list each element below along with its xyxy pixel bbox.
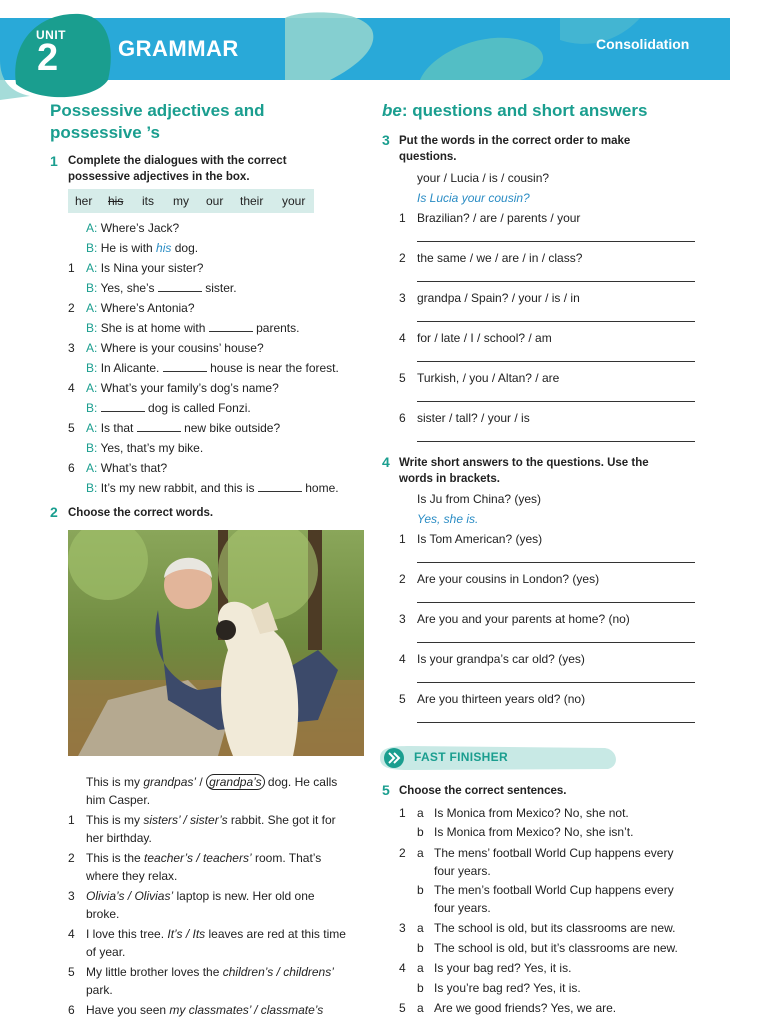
exercise-5-instruction: Choose the correct sentences. bbox=[399, 785, 567, 797]
answer-line[interactable] bbox=[417, 562, 695, 563]
sentence-option[interactable]: Is your bag red? Yes, it is. bbox=[434, 961, 572, 975]
word-box-item: our bbox=[206, 194, 224, 208]
dialogue-line: A: Is Nina your sister? bbox=[86, 261, 204, 275]
option-letter: a bbox=[417, 961, 424, 975]
item-number: 4 bbox=[399, 961, 406, 975]
sentence-option[interactable]: Is you’re bag red? Yes, it is. bbox=[434, 981, 581, 995]
exercise-3-example-answer: Is Lucia your cousin? bbox=[417, 191, 530, 205]
choice-sentence: Olivia’s / Olivias’ laptop is new. Her old one bbox=[86, 889, 315, 903]
option-letter: a bbox=[417, 806, 424, 820]
exercise-1-number: 1 bbox=[50, 153, 58, 169]
item-number: 1 bbox=[399, 211, 406, 225]
answer-line[interactable] bbox=[417, 441, 695, 442]
sentence-option[interactable]: Are we good friends? Yes, we are. bbox=[434, 1001, 617, 1015]
unit-label: UNIT bbox=[36, 28, 66, 42]
answer-line[interactable] bbox=[417, 321, 695, 322]
dialogue-line: B: It’s my new rabbit, and this is home. bbox=[86, 481, 339, 495]
answer-blank[interactable] bbox=[158, 281, 202, 292]
item-number: 1 bbox=[68, 813, 75, 827]
dialogue-line: A: Where’s Antonia? bbox=[86, 301, 195, 315]
item-number: 4 bbox=[68, 927, 75, 941]
option-letter: b bbox=[417, 941, 424, 955]
dialogue-line: B: Yes, that’s my bike. bbox=[86, 441, 204, 455]
option-letter: b bbox=[417, 883, 424, 897]
dialogue-line: A: Is that new bike outside? bbox=[86, 421, 281, 435]
item-number: 2 bbox=[399, 846, 406, 860]
dialogue-line: A: What’s your family’s dog’s name? bbox=[86, 381, 279, 395]
exercise-3-number: 3 bbox=[382, 132, 390, 148]
answer-blank[interactable] bbox=[137, 421, 181, 432]
answer-line[interactable] bbox=[417, 401, 695, 402]
exercise-5-number: 5 bbox=[382, 782, 390, 798]
sentence-option[interactable]: The men’s football World Cup happens every bbox=[434, 883, 674, 897]
exercise-2-example: This is my grandpas’ / grandpa’s dog. He calls bbox=[86, 775, 338, 789]
word-box-item: my bbox=[173, 194, 189, 208]
item-number: 2 bbox=[68, 851, 75, 865]
sentence-option[interactable]: The school is old, but its classrooms are new. bbox=[434, 921, 676, 935]
word-box-item: his bbox=[108, 194, 124, 208]
sentence-option[interactable]: The mens’ football World Cup happens every bbox=[434, 846, 674, 860]
sentence-option[interactable]: Is Monica from Mexico? No, she not. bbox=[434, 806, 629, 820]
item-number: 5 bbox=[68, 421, 75, 435]
sentence-option-cont: four years. bbox=[434, 864, 491, 878]
answer-line[interactable] bbox=[417, 361, 695, 362]
scrambled-question: the same / we / are / in / class? bbox=[417, 251, 583, 265]
word-box-item: her bbox=[75, 194, 93, 208]
item-number: 4 bbox=[68, 381, 75, 395]
answer-blank[interactable] bbox=[209, 321, 253, 332]
item-number: 4 bbox=[399, 652, 406, 666]
word-box-item: their bbox=[240, 194, 264, 208]
choice-sentence: This is the teacher’s / teachers’ room. That’s bbox=[86, 851, 322, 865]
item-number: 3 bbox=[399, 612, 406, 626]
item-number: 6 bbox=[68, 1003, 75, 1017]
exercise-2-example: him Casper. bbox=[86, 793, 151, 807]
question: Are your cousins in London? (yes) bbox=[417, 572, 600, 586]
exercise-4-example-answer: Yes, she is. bbox=[417, 512, 479, 526]
item-number: 1 bbox=[399, 806, 406, 820]
choice-sentence: My little brother loves the children’s / childrens’ bbox=[86, 965, 334, 979]
item-number: 5 bbox=[68, 965, 75, 979]
dialogue-line: A: Where is your cousins’ house? bbox=[86, 341, 264, 355]
photo-man-with-dog bbox=[68, 530, 364, 756]
page-title: GRAMMAR bbox=[118, 36, 239, 61]
item-number: 6 bbox=[399, 411, 406, 425]
dialogue-line: B: In Alicante. house is near the forest. bbox=[86, 361, 339, 375]
question: Are you and your parents at home? (no) bbox=[417, 612, 630, 626]
option-letter: a bbox=[417, 846, 424, 860]
word-choice[interactable]: teacher’s / teachers’ bbox=[144, 851, 252, 865]
dialogue-line: B: dog is called Fonzi. bbox=[86, 401, 251, 415]
scrambled-question: grandpa / Spain? / your / is / in bbox=[417, 291, 580, 305]
option-letter: a bbox=[417, 1001, 424, 1015]
scrambled-question: for / late / I / school? / am bbox=[417, 331, 552, 345]
option-letter: b bbox=[417, 981, 424, 995]
dialogue-line: B: She is at home with parents. bbox=[86, 321, 300, 335]
answer-line[interactable] bbox=[417, 602, 695, 603]
answer-blank[interactable] bbox=[163, 361, 207, 372]
item-number: 2 bbox=[68, 301, 75, 315]
scrambled-question: Brazilian? / are / parents / your bbox=[417, 211, 581, 225]
item-number: 1 bbox=[399, 532, 406, 546]
choice-sentence: park. bbox=[86, 983, 113, 997]
fast-finisher-label: FAST FINISHER bbox=[414, 750, 508, 764]
exercise-2-instruction: Choose the correct words. bbox=[68, 507, 214, 519]
dialogue-line: A: Where’s Jack? bbox=[86, 221, 180, 235]
answer-line[interactable] bbox=[417, 241, 695, 242]
item-number: 6 bbox=[68, 461, 75, 475]
unit-number: 2 bbox=[37, 37, 59, 79]
question: Is your grandpa’s car old? (yes) bbox=[417, 652, 585, 666]
choice-sentence: where they relax. bbox=[86, 869, 178, 883]
option-letter: b bbox=[417, 825, 424, 839]
answer-blank[interactable] bbox=[258, 481, 302, 492]
dialogue-line: B: Yes, she’s sister. bbox=[86, 281, 237, 295]
item-number: 5 bbox=[399, 371, 406, 385]
dialogue-line: B: He is with his dog. bbox=[86, 241, 199, 255]
sentence-option[interactable]: Is Monica from Mexico? No, she isn’t. bbox=[434, 825, 634, 839]
answer-line[interactable] bbox=[417, 642, 695, 643]
answer-line[interactable] bbox=[417, 722, 695, 723]
word-choice[interactable]: Olivia’s / Olivias’ bbox=[86, 889, 174, 903]
item-number: 5 bbox=[399, 692, 406, 706]
exercise-1-instruction: Complete the dialogues with the correct possessive adjectives in the box. bbox=[68, 155, 287, 183]
choice-sentence: her birthday. bbox=[86, 831, 152, 845]
item-number: 3 bbox=[399, 921, 406, 935]
dialogue-line: A: What’s that? bbox=[86, 461, 168, 475]
word-choice[interactable]: my classmates’ / classmate’s bbox=[169, 1003, 324, 1017]
item-number: 4 bbox=[399, 331, 406, 345]
sentence-option-cont: four years. bbox=[434, 901, 491, 915]
word-choice[interactable]: children’s / childrens’ bbox=[222, 965, 334, 979]
answer-line[interactable] bbox=[417, 682, 695, 683]
item-number: 2 bbox=[399, 572, 406, 586]
word-choice[interactable]: sisters’ / sister’s bbox=[143, 813, 228, 827]
question: Is Tom American? (yes) bbox=[417, 532, 543, 546]
item-number: 3 bbox=[68, 341, 75, 355]
choice-sentence: This is my sisters’ / sister’s rabbit. She got it for bbox=[86, 813, 336, 827]
exercise-3-instruction: Put the words in the correct order to make questions. bbox=[399, 135, 631, 163]
exercise-4-number: 4 bbox=[382, 454, 390, 470]
answer-blank[interactable] bbox=[101, 401, 145, 412]
question: Are you thirteen years old? (no) bbox=[417, 692, 586, 706]
item-number: 3 bbox=[68, 889, 75, 903]
choice-sentence: of year. bbox=[86, 945, 126, 959]
word-box-item: its bbox=[142, 194, 154, 208]
item-number: 2 bbox=[399, 251, 406, 265]
exercise-3-example-question: your / Lucia / is / cousin? bbox=[417, 171, 550, 185]
option-letter: a bbox=[417, 921, 424, 935]
section-title-possessive: Possessive adjectives and possessive ’s bbox=[50, 101, 265, 142]
exercise-2-number: 2 bbox=[50, 504, 58, 520]
word-box bbox=[68, 189, 314, 213]
item-number: 1 bbox=[68, 261, 75, 275]
exercise-4-example-question: Is Ju from China? (yes) bbox=[417, 492, 542, 506]
sentence-option[interactable]: The school is old, but it’s classrooms are new. bbox=[434, 941, 678, 955]
section-title-be: be: questions and short answers bbox=[382, 101, 648, 120]
word-box-item: your bbox=[282, 194, 306, 208]
item-number: 5 bbox=[399, 1001, 406, 1015]
answer-line[interactable] bbox=[417, 281, 695, 282]
choice-sentence: broke. bbox=[86, 907, 120, 921]
exercise-4-instruction: Write short answers to the questions. Use the words in brackets. bbox=[399, 457, 649, 485]
scrambled-question: sister / tall? / your / is bbox=[417, 411, 530, 425]
word-choice[interactable]: It’s / Its bbox=[167, 927, 206, 941]
scrambled-question: Turkish, / you / Altan? / are bbox=[417, 371, 560, 385]
page-subtitle: Consolidation bbox=[596, 36, 690, 52]
choice-sentence: Have you seen my classmates’ / classmate’s bbox=[86, 1003, 324, 1017]
choice-sentence: I love this tree. It’s / Its leaves are red at this time bbox=[86, 927, 346, 941]
item-number: 3 bbox=[399, 291, 406, 305]
